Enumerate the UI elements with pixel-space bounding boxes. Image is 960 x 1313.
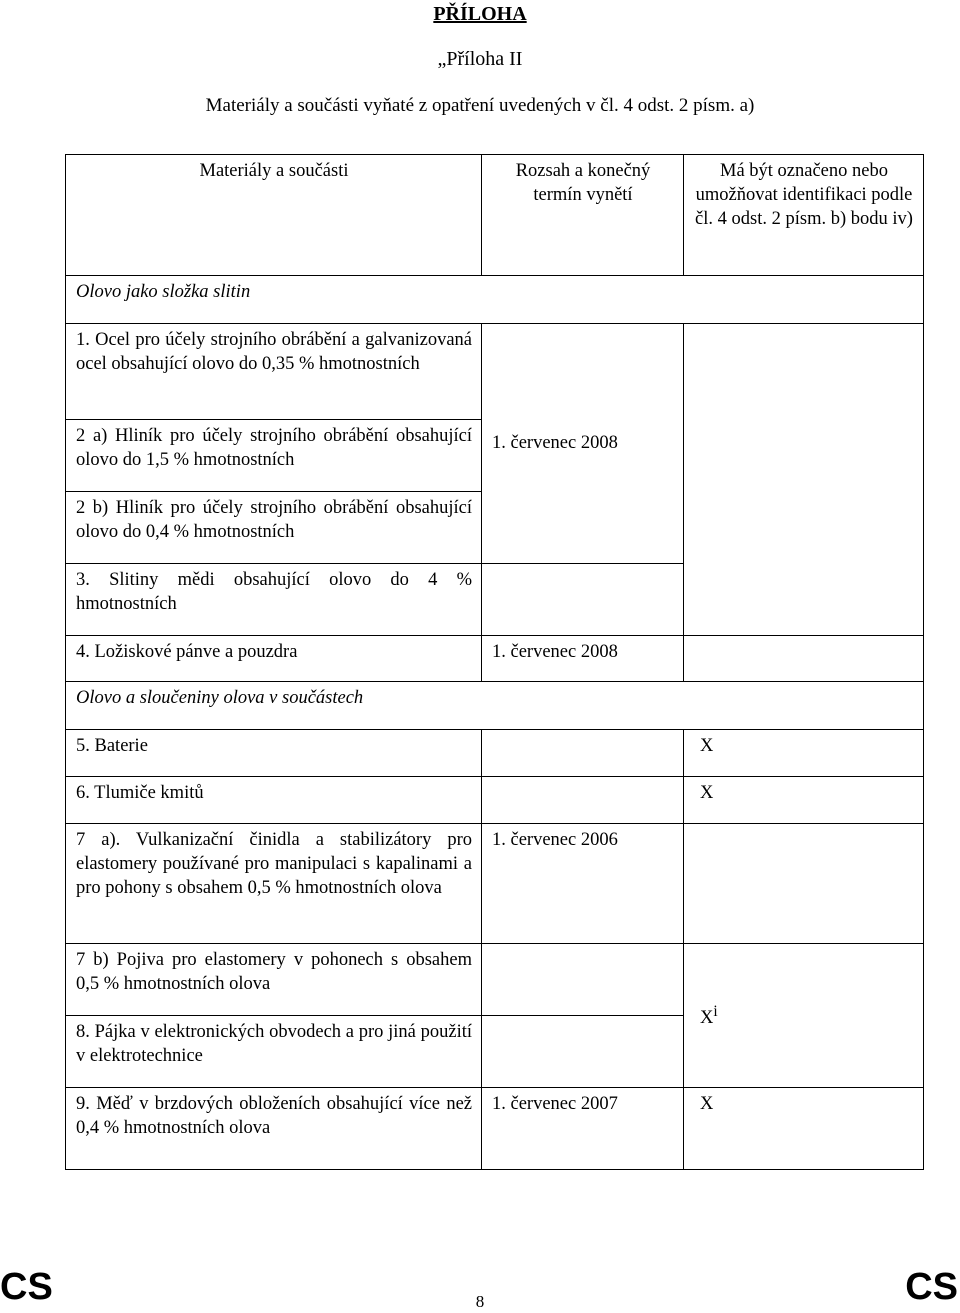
table-row xyxy=(66,1088,924,1170)
row-mark-solder xyxy=(684,944,924,1088)
row-mark: X xyxy=(684,1088,924,1170)
row-date: 1. červenec 2006 xyxy=(482,824,684,944)
table-row xyxy=(66,944,924,1016)
annex-heading: PŘÍLOHA xyxy=(433,3,527,25)
table-row xyxy=(66,324,924,420)
row-text: 5. Baterie xyxy=(66,730,482,777)
page-number: 8 xyxy=(475,1292,485,1311)
header-materials: Materiály a součásti xyxy=(66,155,482,276)
row-mark-footnote: i xyxy=(713,1002,718,1020)
row-date xyxy=(482,730,684,777)
row-text: 8. Pájka v elektronických obvodech a pro jiná použití v elektrotechnice xyxy=(66,1016,482,1088)
section-row-lead-components xyxy=(66,682,924,730)
row-mark-value: X xyxy=(700,1008,714,1029)
row-text: 2 a) Hliník pro účely strojního obrábění obsahující olovo do 1,5 % hmotnostních xyxy=(66,420,482,492)
section-title-lead-alloy: Olovo jako složka slitin xyxy=(66,276,924,324)
table-row xyxy=(66,636,924,682)
row-date xyxy=(482,777,684,824)
row-text: 4. Ložiskové pánve a pouzdra xyxy=(66,636,482,682)
table-row xyxy=(66,824,924,944)
row-text: 7 b) Pojiva pro elastomery v pohonech s obsahem 0,5 % hmotnostních olova xyxy=(66,944,482,1016)
row-mark xyxy=(684,824,924,944)
footer-language-left: CS xyxy=(0,1266,53,1308)
section-title-lead-components: Olovo a sloučeniny olova v součástech xyxy=(66,682,924,730)
footer-language-right: CS xyxy=(905,1266,958,1308)
row-mark xyxy=(684,636,924,682)
row-text: 2 b) Hliník pro účely strojního obrábění obsahující olovo do 0,4 % hmotnostních xyxy=(66,492,482,564)
row-text: 9. Měď v brzdových obloženích obsahující více než 0,4 % hmotnostních olova xyxy=(66,1088,482,1170)
row-date: 1. červenec 2007 xyxy=(482,1088,684,1170)
row-date xyxy=(482,944,684,1016)
row-date: 1. červenec 2008 xyxy=(482,324,684,564)
row-mark xyxy=(684,324,924,636)
row-text: 6. Tlumiče kmitů xyxy=(66,777,482,824)
table-row xyxy=(66,730,924,777)
row-text: 7 a). Vulkanizační činidla a stabilizátory pro elastomery používané pro manipulaci s kapalinami a pro pohony s obsahem 0,5 % hmotnostních olova xyxy=(66,824,482,944)
row-mark: X xyxy=(684,777,924,824)
header-marking: Má být označeno nebo umožňovat identifikaci podle čl. 4 odst. 2 písm. b) bodu iv) xyxy=(684,155,924,276)
row-text: 3. Slitiny mědi obsahující olovo do 4 % hmotnostních xyxy=(66,564,482,636)
section-row-lead-alloy xyxy=(66,276,924,324)
row-mark: X xyxy=(684,730,924,777)
row-date xyxy=(482,564,684,636)
annex-intro: Materiály a součásti vyňaté z opatření uvedených v čl. 4 odst. 2 písm. a) xyxy=(205,95,755,116)
annex-subheading: „Příloha II xyxy=(437,48,523,70)
exemptions-table xyxy=(65,154,924,1170)
row-date xyxy=(482,1016,684,1088)
row-text: 1. Ocel pro účely strojního obrábění a galvanizovaná ocel obsahující olovo do 0,35 % hmotnostních xyxy=(66,324,482,420)
row-date: 1. červenec 2008 xyxy=(482,636,684,682)
header-scope: Rozsah a konečný termín vynětí xyxy=(482,155,684,276)
table-row xyxy=(66,777,924,824)
table-header-row xyxy=(66,155,924,276)
